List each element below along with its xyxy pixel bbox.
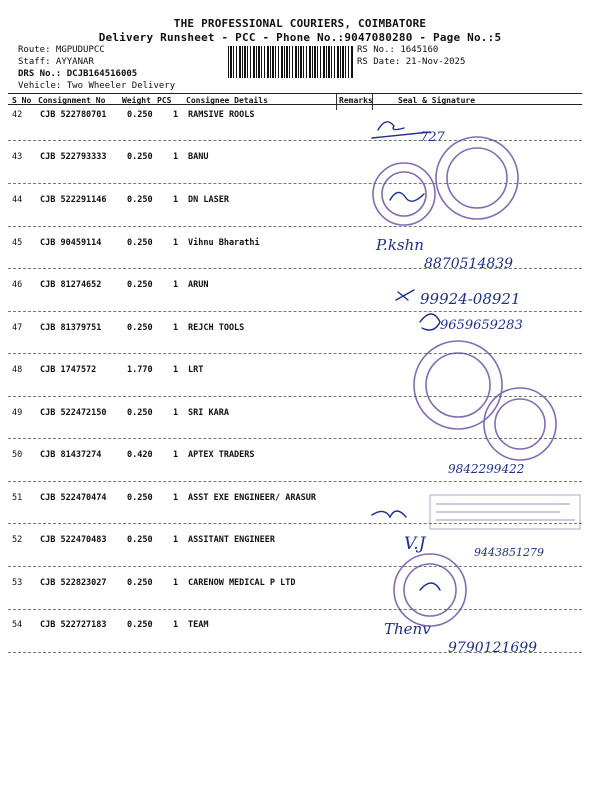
signature-mark-icon	[420, 314, 440, 330]
row-weight: 0.250	[127, 578, 153, 588]
round-stamp-icon	[394, 554, 466, 626]
row-sno: 52	[12, 535, 23, 545]
row-weight: 0.250	[127, 110, 153, 120]
row-consignee: CARENOW MEDICAL P LTD	[188, 578, 296, 588]
handwritten-phone: 9443851279	[474, 546, 544, 559]
row-consignee: REJCH TOOLS	[188, 323, 245, 333]
row-consignment: CJB 522793333	[40, 152, 107, 162]
row-sno: 53	[12, 578, 23, 588]
handwritten-phone: 9659659283	[440, 318, 523, 333]
rs-date: RS Date: 21-Nov-2025	[357, 57, 466, 67]
row-weight: 0.250	[127, 620, 153, 630]
handwritten-signature: V.J	[404, 534, 426, 554]
row-consignee: SRI KARA	[188, 408, 229, 418]
row-consignee: DN LASER	[188, 195, 229, 205]
handwritten-phone: 9790121699	[448, 640, 538, 656]
row-consignment: CJB 90459114	[40, 238, 102, 248]
row-pcs: 1	[173, 365, 179, 375]
header-pcs: PCS	[157, 96, 172, 105]
row-consignee: RAMSIVE ROOLS	[188, 110, 255, 120]
row-weight: 1.770	[127, 365, 153, 375]
row-pcs: 1	[173, 195, 179, 205]
signature-mark-icon	[372, 511, 406, 517]
handwritten-signature: P.kshn	[376, 236, 424, 254]
row-consignee: Vihnu Bharathi	[188, 238, 260, 248]
handwritten-phone: 8870514839	[424, 256, 514, 272]
row-sno: 42	[12, 110, 23, 120]
row-weight: 0.420	[127, 450, 153, 460]
row-weight: 0.250	[127, 535, 153, 545]
row-consignee: ARUN	[188, 280, 209, 290]
row-consignment: CJB 1747572	[40, 365, 97, 375]
header-seal-signature: Seal & Signature	[398, 96, 476, 105]
row-weight: 0.250	[127, 323, 153, 333]
row-consignment: CJB 522780701	[40, 110, 107, 120]
row-weight: 0.250	[127, 408, 153, 418]
signature-mark-icon	[390, 192, 424, 201]
row-consignment: CJB 522823027	[40, 578, 107, 588]
row-weight: 0.250	[127, 152, 153, 162]
header-consignee: Consignee Details	[186, 96, 268, 105]
row-pcs: 1	[173, 152, 179, 162]
row-consignment: CJB 522470474	[40, 493, 107, 503]
row-sno: 45	[12, 238, 23, 248]
header-consignment: Consignment No	[38, 96, 106, 105]
rs-number: RS No.: 1645160	[357, 45, 439, 55]
row-consignment: CJB 522470483	[40, 535, 107, 545]
handwritten-phone: 9842299422	[448, 462, 525, 476]
row-consignee: LRT	[188, 365, 204, 375]
row-sno: 47	[12, 323, 23, 333]
handwritten-phone: 99924-08921	[420, 290, 521, 308]
row-consignment: CJB 522291146	[40, 195, 107, 205]
row-pcs: 1	[173, 450, 179, 460]
row-pcs: 1	[173, 535, 179, 545]
round-stamp-icon	[484, 388, 556, 460]
staff-label: Staff: AYYANAR	[18, 57, 94, 67]
row-consignment: CJB 522727183	[40, 620, 107, 630]
round-stamp-icon	[436, 137, 518, 219]
row-pcs: 1	[173, 493, 179, 503]
row-weight: 0.250	[127, 493, 153, 503]
runsheet-subtitle: Delivery Runsheet - PCC - Phone No.:9047080280 - Page No.:5	[98, 31, 502, 44]
round-stamp-icon	[373, 163, 435, 225]
row-consignment: CJB 81274652	[40, 280, 102, 290]
row-sno: 50	[12, 450, 23, 460]
header-weight: Weight	[122, 96, 151, 105]
row-consignee: ASST EXE ENGINEER/ ARASUR	[188, 493, 316, 503]
row-pcs: 1	[173, 323, 179, 333]
row-sno: 51	[12, 493, 23, 503]
signature-mark-icon	[420, 583, 440, 590]
row-sno: 48	[12, 365, 23, 375]
row-pcs: 1	[173, 620, 179, 630]
row-pcs: 1	[173, 408, 179, 418]
drs-label: DRS No.: DCJB164516005	[18, 69, 138, 79]
row-weight: 0.250	[127, 280, 153, 290]
rectangular-stamp-icon	[430, 495, 580, 529]
row-sno: 46	[12, 280, 23, 290]
row-pcs: 1	[173, 280, 179, 290]
row-sno: 44	[12, 195, 23, 205]
signature-mark-icon	[396, 290, 414, 300]
row-consignment: CJB 522472150	[40, 408, 107, 418]
route-label: Route: MGPUDUPCC	[18, 45, 105, 55]
row-consignee: BANU	[188, 152, 209, 162]
row-consignee: TEAM	[188, 620, 209, 630]
handwritten-signature: Thenv	[384, 620, 431, 638]
row-sno: 54	[12, 620, 23, 630]
row-pcs: 1	[173, 238, 179, 248]
row-consignee: ASSITANT ENGINEER	[188, 535, 275, 545]
row-sno: 49	[12, 408, 23, 418]
row-sno: 43	[12, 152, 23, 162]
row-consignee: APTEX TRADERS	[188, 450, 255, 460]
company-title: THE PROFESSIONAL COURIERS, COIMBATORE	[173, 17, 427, 30]
vehicle-label: Vehicle: Two Wheeler Delivery	[18, 81, 176, 91]
row-consignment: CJB 81379751	[40, 323, 102, 333]
round-stamp-icon	[414, 341, 502, 429]
row-weight: 0.250	[127, 238, 153, 248]
row-pcs: 1	[173, 110, 179, 120]
row-consignment: CJB 81437274	[40, 450, 102, 460]
header-sno: S No	[12, 96, 32, 105]
row-weight: 0.250	[127, 195, 153, 205]
header-remarks: Remarks	[339, 96, 373, 105]
row-pcs: 1	[173, 578, 179, 588]
handwritten-note: 727	[420, 130, 445, 145]
